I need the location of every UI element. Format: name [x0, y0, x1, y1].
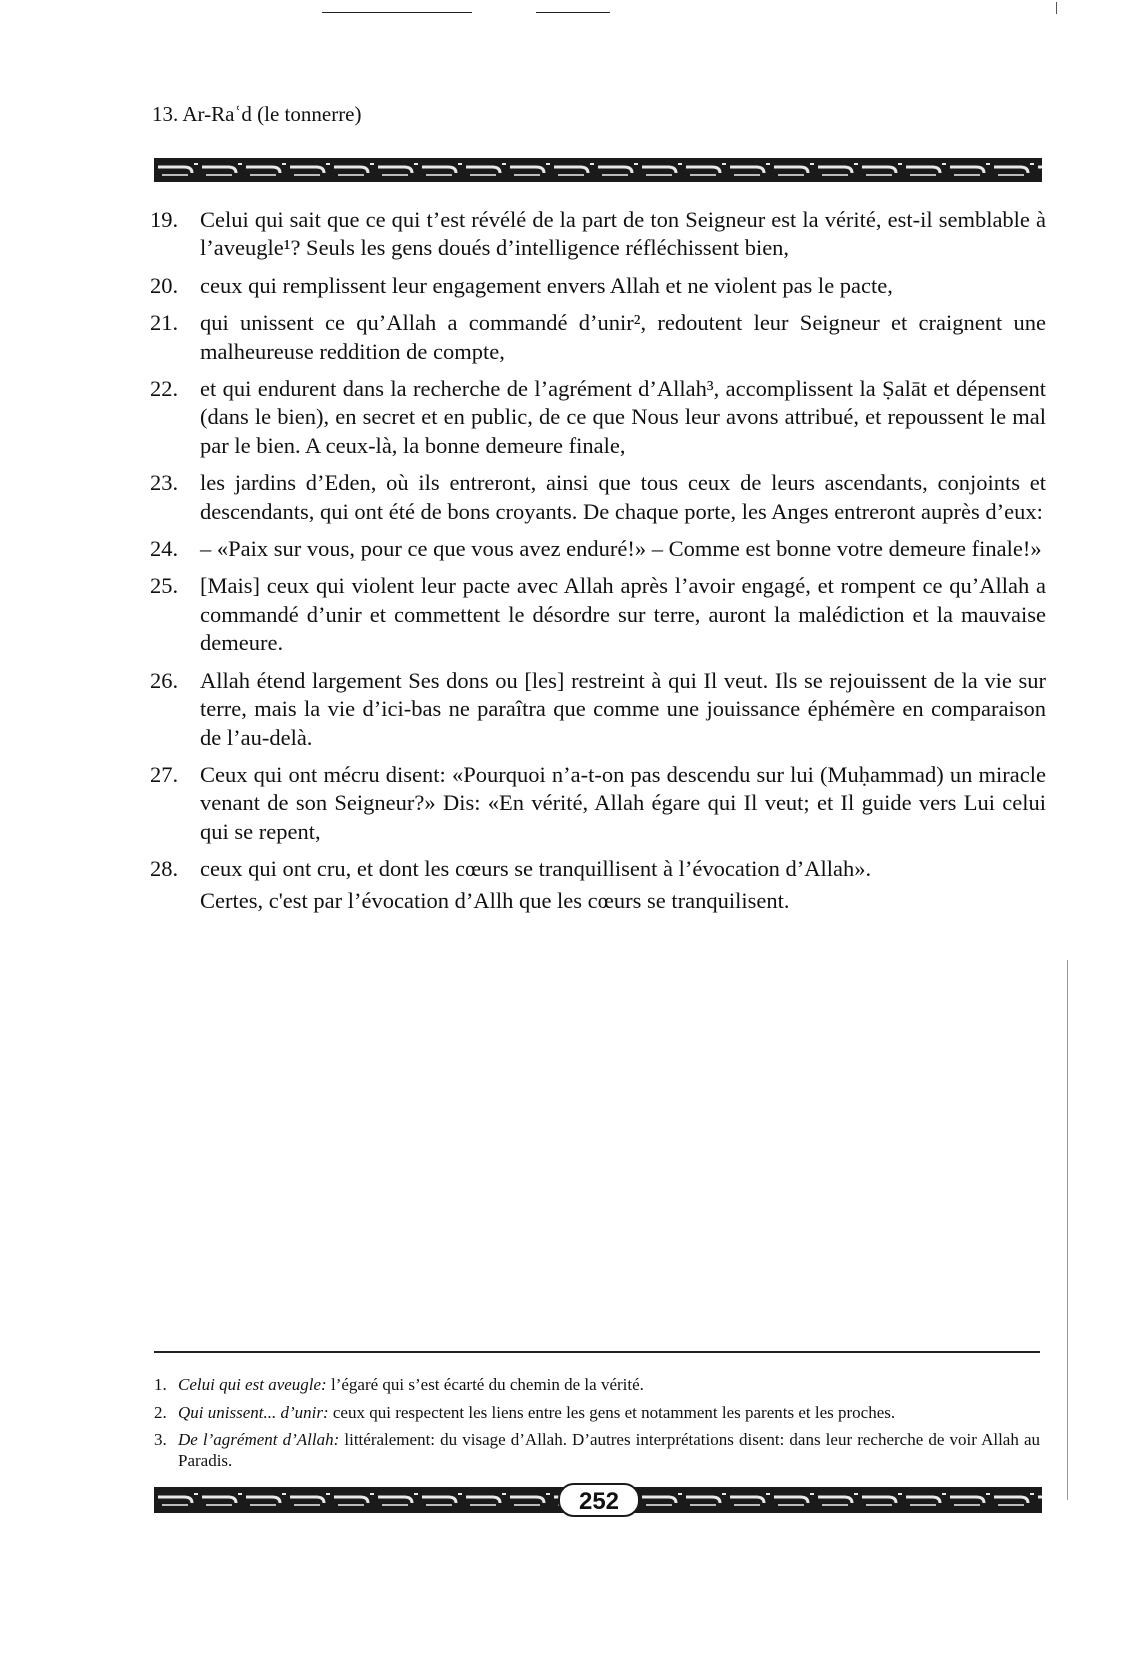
verse-number: 24. [150, 536, 179, 562]
verse [150, 272, 1046, 300]
verse [150, 375, 1046, 460]
scan-mark [1067, 960, 1068, 1500]
footnote-term: Celui qui est aveugle: [178, 1375, 327, 1394]
footnote-text: l’égaré qui s’est écarté du chemin de la vérité. [330, 1375, 644, 1394]
verse [150, 761, 1046, 846]
verse-28-addition: Certes, c'est par l’évocation d’Allh que les cœurs se tranquilisent. [200, 887, 790, 913]
footnote-text: littéralement: du visage d’Allah. D’autres interprétations disent: dans leur recherche de voir Allah au Paradis. [178, 1430, 1040, 1470]
footnote-number: 3. [154, 1430, 167, 1449]
verse [150, 535, 1046, 563]
verses-block [150, 206, 1046, 915]
chain-ornament [154, 158, 1042, 182]
footnote-number: 1. [154, 1375, 167, 1394]
ornamental-band-top [154, 158, 1042, 182]
verse [150, 309, 1046, 366]
verse-number: 20. [150, 272, 179, 298]
verse [150, 206, 1046, 263]
top-rule-left [322, 12, 472, 13]
footnote-text: ceux qui respectent les liens entre les gens et notamment les parents et les proches. [332, 1402, 896, 1422]
verse-number: 26. [150, 667, 179, 693]
verse-number: 19. [150, 207, 179, 232]
verse-text: ceux qui ont cru, et dont les cœurs se tranquillisent à l’évocation d’Allah». [200, 856, 872, 882]
footnote-separator [154, 1351, 1040, 1353]
chapter-header: 13. Ar-Raʿd (le tonnerre) [152, 102, 362, 126]
verse-text: ceux qui remplissent leur engagement envers Allah et ne violent pas le pacte, [200, 272, 893, 298]
verse [150, 572, 1046, 657]
footnote [154, 1375, 1040, 1396]
verse [150, 855, 1046, 883]
verse-text: [Mais] ceux qui violent leur pacte avec Allah après l’avoir engagé, et rompent ce qu’Allah a commandé d’unir et commettent le désordre sur terre, auront la malédiction et la mauvaise demeure. [200, 573, 1046, 656]
verse-text: qui unissent ce qu’Allah a commandé d’unir², redoutent leur Seigneur et craignent une malheureuse reddition de compte, [200, 310, 1046, 364]
footnote [154, 1403, 1040, 1424]
scan-mark [1056, 2, 1057, 14]
verse-text: et qui endurent dans la recherche de l’agrément d’Allah³, accomplissent la Ṣalāt et dépensent (dans le bien), en secret et en public, de ce que Nous leur avons attribué, et repoussent le mal par le bien. A ceux-là, la bonne demeure finale, [200, 376, 1046, 458]
verse-text: Allah étend largement Ses dons ou [les] restreint à qui Il veut. Ils se rejouissent de la vie sur terre, mais la vie d’ici-bas ne paraîtra que comme une jouissance éphémère en comparaison de l’au-delà. [200, 667, 1046, 750]
verse-number: 25. [150, 573, 179, 599]
footnote [154, 1430, 1040, 1471]
verse [150, 667, 1046, 752]
verse-text: – «Paix sur vous, pour ce que vous avez enduré!» – Comme est bonne votre demeure finale!» [200, 536, 1042, 562]
top-rule-right [536, 12, 610, 13]
footnotes-block [154, 1375, 1040, 1478]
verse [150, 469, 1046, 526]
footnote-term: De l’agrément d’Allah: [178, 1430, 340, 1449]
verse-number: 23. [150, 470, 179, 496]
verse-number: 28. [150, 856, 179, 882]
verse-text: Celui qui sait que ce qui t’est révélé de la part de ton Seigneur est la vérité, est-il semblable à l’aveugle¹? Seuls les gens doués d’intelligence réfléchissent bien, [200, 207, 1046, 261]
verse-number: 22. [150, 376, 179, 402]
verse-number: 27. [150, 761, 179, 787]
verse-text: Ceux qui ont mécru disent: «Pourquoi n’a-t-on pas descendu sur lui (Muḥammad) un miracle venant de son Seigneur?» Dis: «En vérité, Allah égare qui Il veut; et Il guide vers Lui celui qui se repent, [200, 761, 1046, 844]
page-number: 252 [558, 1483, 640, 1517]
verse-number: 21. [150, 310, 179, 336]
verse-text: les jardins d’Eden, où ils entreront, ainsi que tous ceux de leurs ascendants, conjoints et descendants, qui ont été de bons croyants. De chaque porte, les Anges entreront auprès d’eux: [200, 470, 1046, 524]
footnote-number: 2. [154, 1402, 167, 1422]
footnote-term: Qui unissent... d’unir: [178, 1402, 329, 1422]
